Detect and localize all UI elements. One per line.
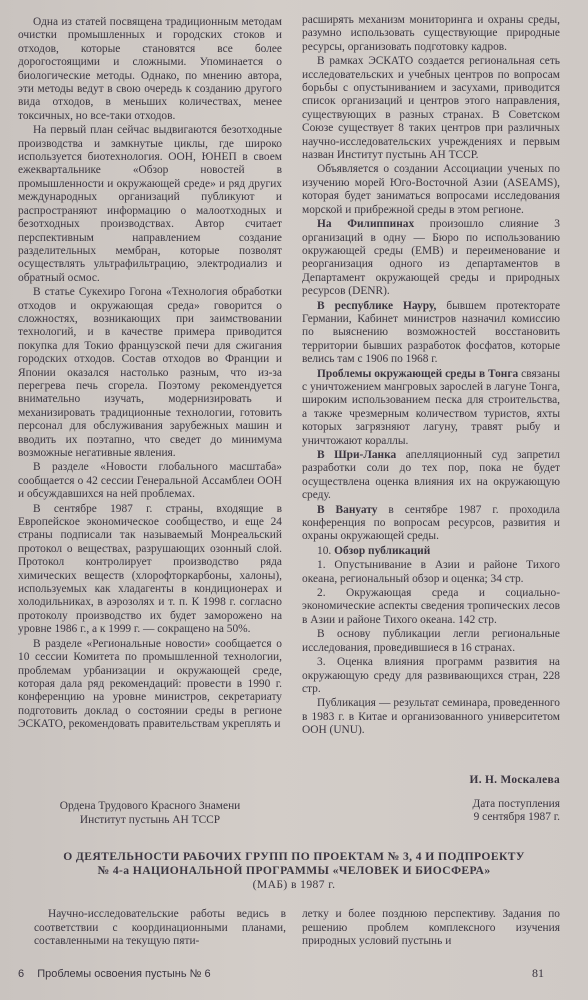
paragraph: В статье Сукехиро Гогона «Технология обработки отходов и окружающая среда» говорится о сложностях, возникающих при заимствовании технологий, и в качестве примера приводится покупка для Токио французской печи для сжигания городских отходов. Состав отходов во Франции и Японии оказался настолько разным, что из-за перегрева печь сгорела. Поэтому рекомендуется внимательно изучать, модернизировать и механизировать традиционные технологии, готовить персонал для обслуживания зарубежных машин и вводить их поэтапно, что сведет до минимума возможные негативные явления. — [18, 286, 282, 459]
article-text-right: летку и более позднюю перспективу. Задания по решению проблем комплексного изучения природных условий пустынь и — [302, 908, 560, 948]
heading-line: О ДЕЯТЕЛЬНОСТИ РАБОЧИХ ГРУПП ПО ПРОЕКТАМ № 3, 4 И ПОДПРОЕКТУ — [63, 850, 525, 863]
paragraph: Одна из статей посвящена традиционным методам очистки промышленных и городских стоков и отходов, которые становятся все более дорогостоящими и сложными. Упоминается о биологические методы. Однако, по мнению автора, эти методы ведут в свою очередь к созданию другого вида отходов, в меньших количествах, менее токсичных, но все-таки отходов. — [18, 16, 282, 122]
heading-line: № 4-а НАЦИОНАЛЬНОЙ ПРОГРАММЫ «ЧЕЛОВЕК И БИОСФЕРА» — [97, 864, 491, 877]
paragraph-text: связаны с уничтожением мангровых зарослей в лагуне Тонга, широким использованием песка для строительства, а также чрезмерным количеством туристов, яхты которых загрязняют лагуну, травят рыбу и уничтожают кораллы. — [302, 367, 560, 447]
paragraph-text: произошло слияние 3 организаций в одну — Бюро по использованию окружающей среды (EMB) и переименование и реорганизация одного из департаментов в Департамент окружающей среды и природных ресурсов (DENR). — [302, 218, 560, 298]
date-value: 9 сентября 1987 г. — [473, 811, 560, 824]
institution-signature — [18, 800, 282, 827]
paragraph — [302, 300, 560, 367]
bold-lead: Проблемы окружающей среды в Тонга — [317, 367, 519, 380]
paragraph: В сентябре 1987 г. страны, входящие в Европейское экономическое сообщество, и еще 24 страны подписали так называемый Монреальский протокол о веществах, разрушающих озонный слой. Протокол контролирует производство ряда химических веществ (хлорофторкарбоны, халоны), используемых как хладагенты в кондиционерах и холодильниках, в аэрозолях и т. п. К 1998 г. согласно протоколу производство их будет заморожено на уровне 1986 г., а к 1999 г. — сокращено на 50%. — [18, 502, 282, 636]
running-footer — [18, 968, 211, 980]
bold-lead: В Вануату — [317, 503, 378, 516]
paragraph: В разделе «Региональные новости» сообщается о 10 сессии Комитета по промышленной технологии, проблемам урбанизации и окружающей среде, которая дала ряд рекомендаций: провести в 1990 г. конференцию на уровне министров, секретариату подготовить доклад о состоянии среды в регионе ЭСКАТО, рекомендовать правительствам укреплять и — [18, 637, 282, 731]
institution-line: Институт пустынь АН ТССР — [79, 813, 221, 826]
list-item: 1. Опустынивание в Азии и районе Тихого океана, региональный обзор и оценка; 34 стр. — [302, 559, 560, 585]
journal-title: Проблемы освоения пустынь № 6 — [37, 968, 211, 980]
article-text-left: Научно-исследовательские работы ведись в соответствии с координационными планами, составленными на текущую пяти- — [34, 908, 286, 948]
paragraph: Объявляется о создании Ассоциации ученых по изучению морей Юго-Восточной Азии (ASEAMS), которая будет заниматься вопросами исследования морской и прибрежной среды в этом регионе. — [302, 163, 560, 216]
list-item: 3. Оценка влияния программ развития на окружающую среду для развивающихся стран, 228 стр. — [302, 656, 560, 695]
page-number: 81 — [532, 966, 544, 980]
author-signature — [302, 774, 560, 825]
bold-lead: В республике Науру, — [317, 299, 437, 312]
paragraph — [302, 504, 560, 544]
bold-lead: В Шри-Ланка — [317, 449, 397, 461]
bold-lead: Обзор публикаций — [334, 544, 431, 557]
list-item: В основу публикации легли региональные исследования, проведившиеся в 16 странах. — [302, 628, 560, 654]
left-column — [18, 16, 282, 732]
heading-line: (МАБ) в 1987 г. — [252, 878, 336, 891]
bold-lead: На Филиппинах — [317, 218, 415, 231]
page-number-left: 6 — [18, 968, 25, 980]
paragraph-text: в сентябре 1987 г. проходила конференция по вопросам ресурсов, развития и охраны окружающей среды. — [302, 503, 560, 543]
paragraph: На первый план сейчас выдвигаются безотходные производства и замкнутые циклы, где широко используется биотехнология. ООН, ЮНЕП в своем ежеквартальнике «Обзор новостей в промышленности и окружающей среде» и ряд других международных организаций публикуют и распространяют информацию о малоотходных и безотходных производствах. Автор считает перспективным направлением создание разделительных мембран, которые позволят осуществлять ультрафильтрацию, электродиализ и обратный осмос. — [18, 124, 282, 284]
paragraph — [302, 218, 560, 298]
author-name: И. Н. Москалева — [469, 774, 560, 786]
paragraph: Публикация — результат семинара, проведенного в 1983 г. в Китае и организованного университетом ООН (UNU). — [302, 697, 560, 737]
right-column — [302, 14, 560, 738]
institution-line: Ордена Трудового Красного Знамени — [59, 800, 241, 812]
paragraph — [302, 368, 560, 448]
paragraph-text: апелляционный суд запретил разработки соли до тех пор, пока не будет осуществлена оценка влияния их на окружающую среду. — [302, 449, 560, 502]
paragraph: В рамках ЭСКАТО создается региональная сеть исследовательских и учебных центров по вопросам борьбы с опустыниванием и засухами, приводится список организаций и центров этого направления, существующих в разных странах. В Советском Союзе существует 8 таких центров при различных научно-исследовательских учреждениях и первым назван Институт пустынь АН ТССР. — [302, 55, 560, 162]
paragraph: В разделе «Новости глобального масштаба» сообщается о 42 сессии Генеральной Ассамблеи ООН и обсуждавшихся на ней проблемах. — [18, 461, 282, 501]
paragraph — [302, 449, 560, 503]
section-heading: 10. Обзор публикаций — [317, 544, 431, 557]
date-label: Дата поступления — [472, 797, 560, 810]
paragraph-text: бывшем протекторате Германии, Кабинет министров назначил комиссию по выяснению возможностей восстановить территории бывших разработок фосфатов, которые велись там с 1906 по 1968 г. — [302, 299, 560, 366]
paragraph: расширять механизм мониторинга и охраны среды, разумно использовать существующие природные ресурсы, организовать подготовку кадров. — [302, 14, 560, 53]
list-item: 2. Окружающая среда и социально-экономические аспекты сведения тропических лесов в Азии и районе Тихого океана. 142 стр. — [302, 587, 560, 626]
article-heading — [26, 850, 562, 892]
